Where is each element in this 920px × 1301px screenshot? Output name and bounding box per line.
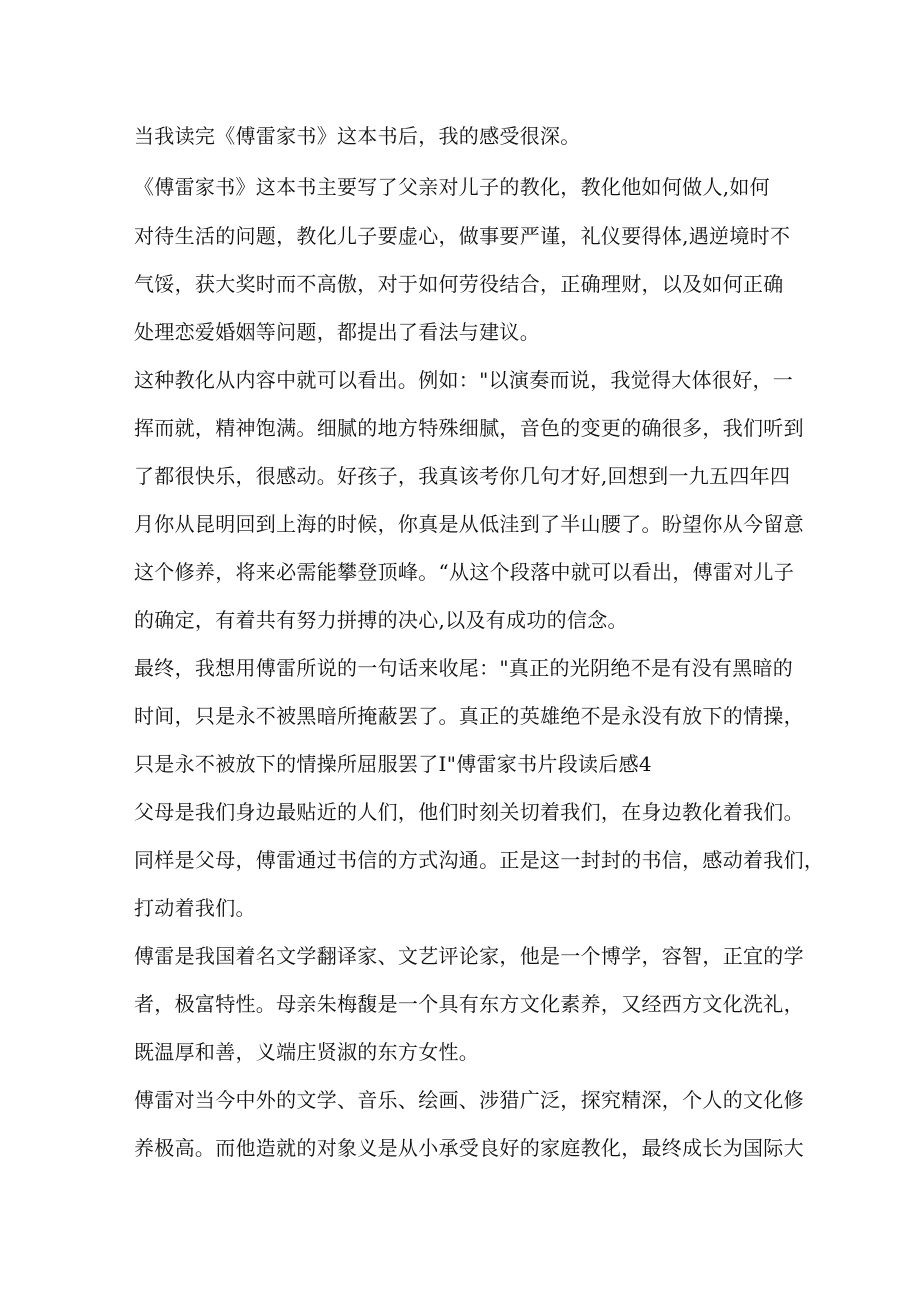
text-line: 最终，我想用傅雷所说的一句话来收尾："真正的光阴绝不是有没有黑暗的 <box>134 656 794 680</box>
text-line: 的确定，有着共有努力拼搏的决心,以及有成功的信念。 <box>134 608 628 632</box>
text-line: 同样是父母，傅雷通过书信的方式沟通。正是这一封封的书信，感动着我们， <box>134 848 825 872</box>
text-line: 处理恋爱婚姻等问题，都提出了看法与建议。 <box>134 320 540 344</box>
text-line: 这个修养，将来必需能攀登顶峰。“从这个段落中就可以看出，傅雷对儿子 <box>134 560 795 584</box>
text-line: 养极高。而他造就的对象义是从小承受良好的家庭教化，最终成长为国际大 <box>134 1136 804 1160</box>
text-line: 时间，只是永不被黑暗所掩蔽罢了。真正的英雄绝不是永没有放下的情操， <box>134 704 804 728</box>
text-line: 者，极富特性。母亲朱梅馥是一个具有东方文化素养，又经西方文化洗礼， <box>134 992 804 1016</box>
text-line: 当我读完《傅雷家书》这本书后，我的感受很深。 <box>134 124 581 148</box>
text-line: 傅雷对当今中外的文学、音乐、绘画、涉猎广泛，探究精深，个人的文化修 <box>134 1088 804 1112</box>
text-line: 既温厚和善，义端庄贤淑的东方女性。 <box>134 1040 480 1064</box>
text-line: 傅雷是我国着名文学翻译家、文艺评论家，他是一个博学，容智，正宜的学 <box>134 944 804 968</box>
text-line: 《傅雷家书》这本书主要写了父亲对儿子的教化，教化他如何做人,如何 <box>134 175 770 199</box>
text-line: 挥而就，精神饱满。细腻的地方特殊细腻，音色的变更的确很多，我们听到 <box>134 416 804 440</box>
text-line: 对待生活的问题，教化儿子要虚心，做事要严谨，礼仪要得体,遇逆境时不 <box>134 224 791 248</box>
text-line: 月你从昆明回到上海的时候，你真是从低洼到了半山腰了。盼望你从今留意 <box>134 512 804 536</box>
text-line: 这种教化从内容中就可以看出。例如："以演奏而说，我觉得大体很好，一 <box>134 368 794 392</box>
text-line: 父母是我们身边最贴近的人们，他们时刻关切着我们，在身边教化着我们。 <box>134 800 804 824</box>
text-line: 气馁，获大奖时而不高傲，对于如何劳役结合，正确理财，以及如何正确 <box>134 272 784 296</box>
text-line: 打动着我们。 <box>134 896 256 920</box>
text-line: 了都很快乐，很感动。好孩子，我真该考你几句才好,回想到一九五四年四 <box>134 464 791 488</box>
text-line: 只是永不被放下的情操所屈服罢了I"傅雷家书片段读后感4 <box>134 752 652 776</box>
